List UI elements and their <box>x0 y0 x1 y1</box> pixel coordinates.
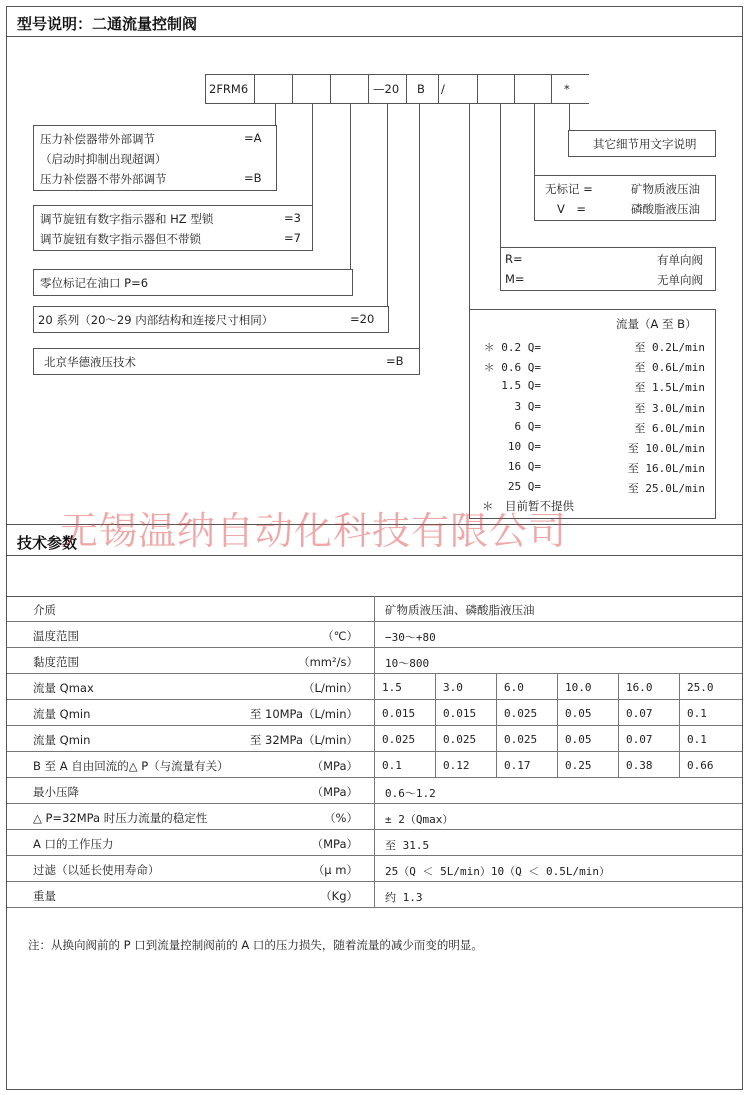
table-row: A 口的工作压力 （MPa） 至 31.5 <box>7 830 742 856</box>
option-box-knob: 调节旋钮有数字指示器和 HZ 型锁 =3 调节旋钮有数字指示器但不带锁 =7 <box>33 205 313 251</box>
table-row: 流量 Qmin 至 32MPa（L/min） 0.025 0.025 0.025 0.05 0.07 0.1 <box>7 726 742 752</box>
code-cell-series: —20 <box>368 74 407 104</box>
table-cell: 1.5 <box>382 681 402 694</box>
flow-row-value: 至 6.0L/min <box>634 421 705 435</box>
table-cell: 0.66 <box>687 759 714 772</box>
table-cell: 0.1 <box>382 759 402 772</box>
table-cell: 3.0 <box>443 681 463 694</box>
table-row: 流量 Qmax （L/min） 1.5 3.0 6.0 10.0 16.0 25.0 <box>7 674 742 700</box>
option-box-series: 20 系列（20～29 内部结构和连接尺寸相同） =20 <box>33 306 389 333</box>
table-cell: 0.25 <box>565 759 592 772</box>
table-cell: 0.025 <box>443 733 477 746</box>
section-divider <box>7 36 742 37</box>
code-cell-brand: B <box>406 74 439 104</box>
table-cell: 0.05 <box>565 733 592 746</box>
flow-row-value: 至 16.0L/min <box>627 462 705 476</box>
code-cell-zero <box>330 74 369 104</box>
section-title-model: 型号说明：二通流量控制阀 <box>17 15 198 33</box>
table-cell: 10.0 <box>565 681 592 694</box>
code-cell-compensator <box>254 74 293 104</box>
table-row: △ P=32MPa 时压力流量的稳定性 （%） ± 2（Qmax） <box>7 804 742 830</box>
flow-row-key: 16 Q= <box>507 460 541 474</box>
code-cell-knob <box>292 74 331 104</box>
table-cell: 0.025 <box>504 707 538 720</box>
table-cell: 0.1 <box>687 707 707 720</box>
flow-row-value: 至 3.0L/min <box>634 401 705 415</box>
table-cell: 0.025 <box>504 733 538 746</box>
table-row: 重量 （Kg） 约 1.3 <box>7 882 742 908</box>
footnote: 注：从换向阀前的 P 口到流量控制阀前的 A 口的压力损失，随着流量的减少而变的明显。 <box>28 938 483 952</box>
code-cell-check <box>514 74 552 104</box>
option-box-brand: 北京华德液压技术 =B <box>33 348 420 375</box>
table-cell: 16.0 <box>626 681 653 694</box>
table-cell: 0.015 <box>382 707 416 720</box>
flow-row-key: 10 Q= <box>507 440 541 453</box>
table-cell: 6.0 <box>504 681 524 694</box>
option-box-zero: 零位标记在油口 P=6 <box>33 269 353 296</box>
code-cell-flow <box>477 74 515 104</box>
flow-row-value: 至 0.6L/min <box>634 361 705 375</box>
table-cell: 25.0 <box>687 681 714 694</box>
table-cell: 0.07 <box>626 707 653 720</box>
table-row: B 至 A 自由回流的△ P（与流量有关） （MPa） 0.1 0.12 0.17 0.25 0.38 0.66 <box>7 752 742 778</box>
table-cell: 0.12 <box>443 759 470 772</box>
flow-row-value: 至 1.5L/min <box>634 381 705 395</box>
option-box-check-valve: R= 有单向阀 M= 无单向阀 <box>500 247 716 291</box>
code-cell-fluid: * <box>551 74 589 104</box>
table-row: 过滤（以延长使用寿命） （μ m） 25（Q ＜ 5L/min）10（Q ＜ 0.5L/min） <box>7 856 742 882</box>
option-box-compensator: 压力补偿器带外部调节 =A （启动时抑制出现超调） 压力补偿器不带外部调节 =B <box>33 125 277 191</box>
table-cell: 0.17 <box>504 759 531 772</box>
table-cell: 0.1 <box>687 733 707 746</box>
flow-row-key: 6 Q= <box>514 419 541 433</box>
flow-note: ＊ 目前暂不提供 <box>482 499 574 513</box>
table-row: 介质 矿物质液压油、磷酸脂液压油 <box>7 596 742 622</box>
section-title-tech: 技术参数 <box>17 534 78 552</box>
table-cell: 0.015 <box>443 707 477 720</box>
table-row: 最小压降 （MPa） 0.6～1.2 <box>7 778 742 804</box>
flow-row-value: 至 10.0L/min <box>627 442 705 455</box>
code-cell-slash: / <box>438 74 478 104</box>
table-cell: 0.07 <box>626 733 653 746</box>
table-cell: 0.38 <box>626 759 653 772</box>
table-row: 流量 Qmin 至 10MPa（L/min） 0.015 0.015 0.025 0.05 0.07 0.1 <box>7 700 742 726</box>
flow-row-key: ＊ 0.2 Q= <box>483 341 541 354</box>
option-box-fluid: 无标记 = 矿物质液压油 V = 磷酸脂液压油 <box>534 175 716 221</box>
option-box-flow: 流量（A 至 B） ＊ 0.2 Q= 至 0.2L/min ＊ 0.6 Q= 至 0.6L/min 1.5 Q= 至 1.5L/min 3 Q= 至 3.0L/min 6 Q= 至 6.0L/min 10 Q= 至 10.0L/min 16 Q= 至 16.0L/min 25 Q= 至 25.0L/min ＊ 目前暂不提供 <box>469 309 716 519</box>
flow-row-key: 25 Q= <box>507 480 541 494</box>
option-box-other: 其它细节用文字说明 <box>568 130 716 157</box>
flow-row-key: 1.5 Q= <box>501 379 541 393</box>
flow-row-value: 至 25.0L/min <box>627 482 705 496</box>
table-cell: 0.05 <box>565 707 592 720</box>
watermark-text: 无锡温纳自动化科技有限公司 <box>60 509 568 553</box>
table-row: 温度范围 （℃） −30～+80 <box>7 622 742 648</box>
table-cell: 0.025 <box>382 733 416 746</box>
flow-row-key: ＊ 0.6 Q= <box>483 361 541 375</box>
flow-row-value: 至 0.2L/min <box>634 341 705 354</box>
code-cell-prefix: 2FRM6 <box>205 74 255 104</box>
table-row: 黏度范围 （mm²/s） 10～800 <box>7 648 742 674</box>
flow-row-key: 3 Q= <box>514 399 541 413</box>
